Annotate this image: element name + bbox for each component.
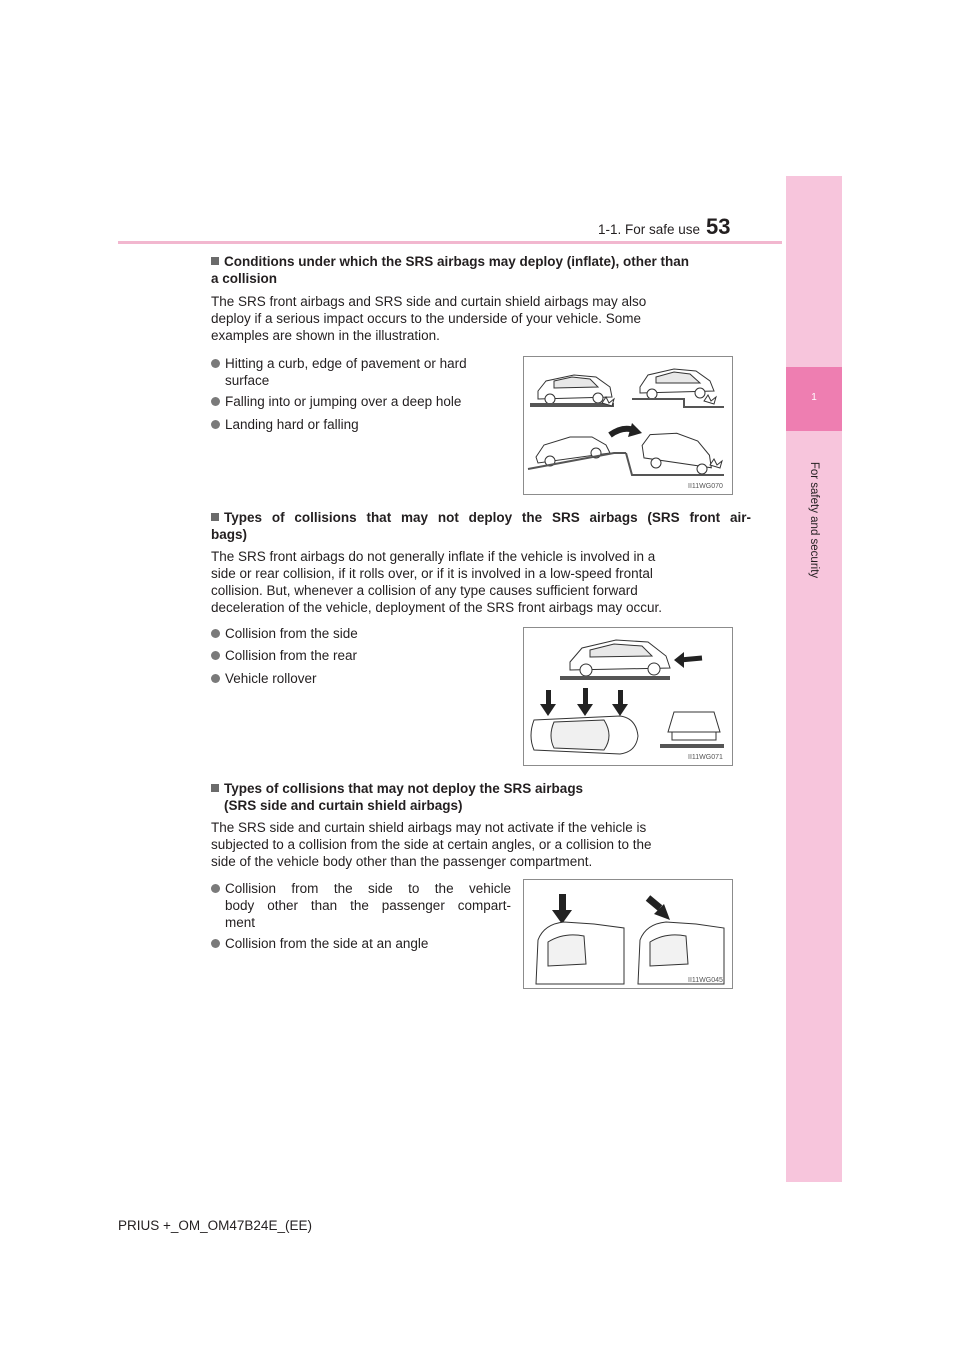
bullet-dot-icon: [211, 884, 220, 893]
bullet-dot-icon: [211, 939, 220, 948]
bullet-item: Collision from the side at an angle: [211, 935, 511, 952]
chapter-side-tab: [786, 176, 842, 1182]
bullet-dot-icon: [211, 420, 220, 429]
illustration-side-angle-collisions: [523, 879, 733, 989]
chapter-title: For safety and security: [808, 461, 820, 579]
section-body: The SRS side and curtain shield airbags may not activate if the vehicle is subjected to a collision from the side at certain angles, or a collision to the side of the vehicle body other than the passenger compartment.: [211, 820, 652, 869]
square-bullet-icon: [211, 513, 219, 521]
collision-illustration: [524, 357, 732, 494]
illustration-side-rear-rollover: [523, 627, 733, 766]
bullet-dot-icon: [211, 397, 220, 406]
section-heading: Types of collisions that may not deploy the SRS airbags (SRS front air- bags): [211, 510, 751, 542]
bullet-dot-icon: [211, 629, 220, 638]
square-bullet-icon: [211, 784, 219, 792]
bullet-dot-icon: [211, 674, 220, 683]
header-rule: [118, 241, 782, 244]
square-bullet-icon: [211, 257, 219, 265]
collision-illustration: [524, 628, 732, 765]
bullet-item: Vehicle rollover: [211, 670, 511, 687]
bullet-item: Landing hard or falling: [211, 416, 511, 433]
bullet-item: Hitting a curb, edge of pavement or hard surface: [211, 355, 511, 389]
section-body: The SRS front airbags and SRS side and curtain shield airbags may also deploy if a serious impact occurs to the underside of your vehicle. Some examples are shown in the illustration.: [211, 294, 647, 343]
section-heading: Types of collisions that may not deploy the SRS airbags (SRS side and curtain shield airbags): [211, 780, 751, 814]
illustration-underside-impacts: [523, 356, 733, 495]
section-title: 1-1. For safe use: [597, 222, 700, 237]
bullet-item: Collision from the rear: [211, 647, 511, 664]
document-code: PRIUS +_OM_OM47B24E_(EE): [118, 1218, 312, 1233]
figure-code: II11WG071: [688, 754, 723, 761]
bullet-item: Collision from the side: [211, 625, 511, 642]
figure-code: II11WG070: [688, 483, 723, 490]
collision-illustration: [524, 880, 732, 988]
chapter-number: 1: [811, 392, 817, 403]
section-heading: Conditions under which the SRS airbags may deploy (inflate), other than a collision: [211, 254, 690, 286]
bullet-item: Collision from the side to the vehicle body other than the passenger compart- ment: [211, 880, 511, 931]
bullet-item: Falling into or jumping over a deep hole: [211, 393, 511, 410]
section-body: The SRS front airbags do not generally inflate if the vehicle is involved in a side or rear collision, if it rolls over, or if it is involved in a low-speed frontal collision. But, whenever a collision of any type causes sufficient forward deceleration of the vehicle, deployment of the SRS front airbags may occur.: [211, 549, 662, 615]
bullet-dot-icon: [211, 651, 220, 660]
figure-code: II11WG045: [688, 977, 723, 984]
bullet-dot-icon: [211, 359, 220, 368]
page-number: 53: [706, 214, 731, 239]
